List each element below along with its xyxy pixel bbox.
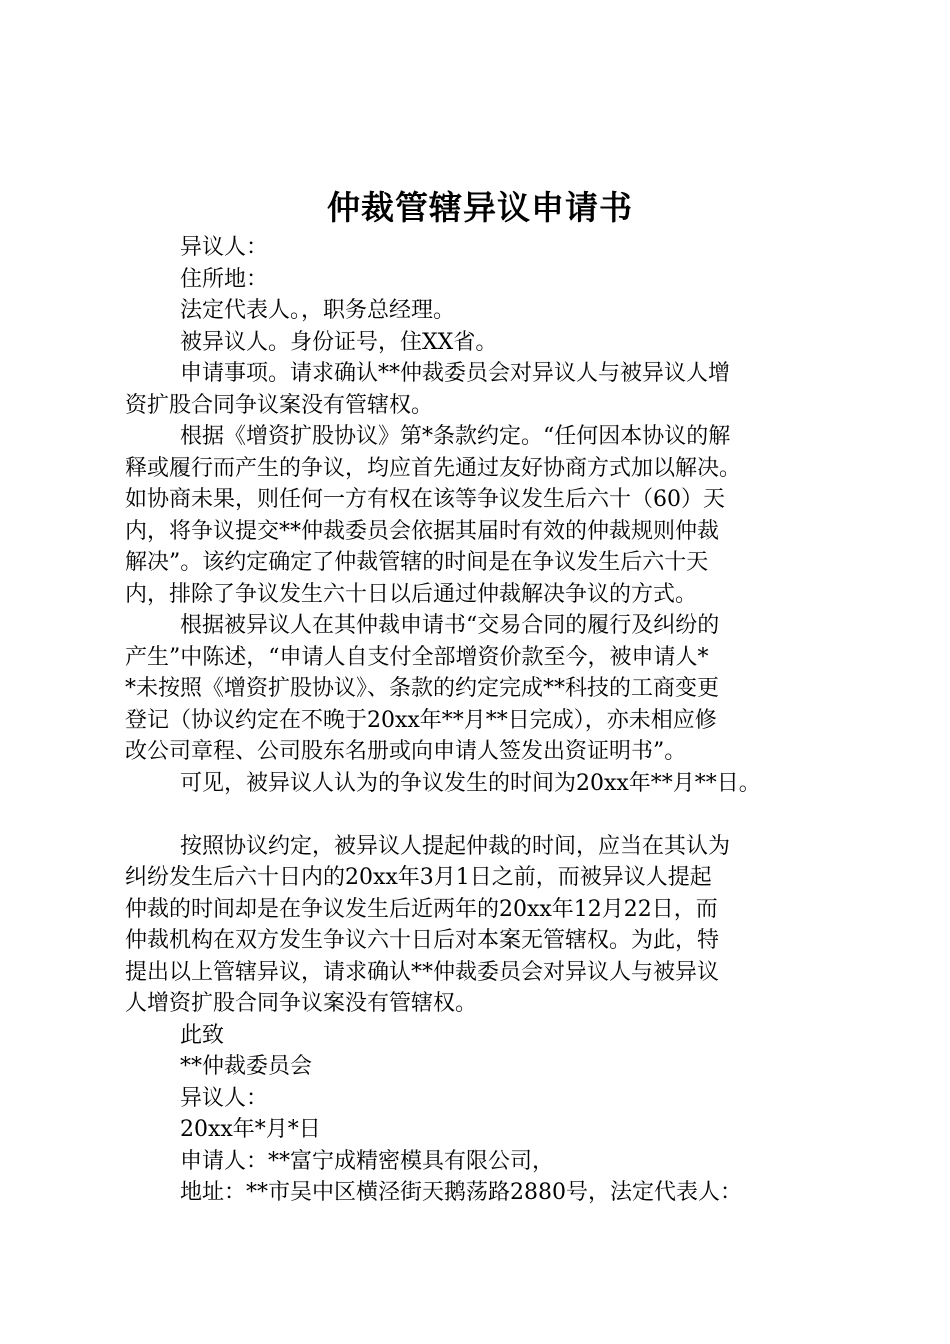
document-line: 登记（协议约定在不晚于20xx年**月**日完成），亦未相应修 <box>125 707 717 733</box>
document-line <box>125 799 835 831</box>
document-line: 产生”中陈述，“申请人自支付全部增资价款至今，被申请人* <box>125 644 709 670</box>
document-line: 法定代表人。，职务总经理。 <box>180 298 456 323</box>
document-line: 如协商未果，则任何一方有权在该等争议发生后六十（60）天 <box>125 487 725 512</box>
document-line: 人增资扩股合同争议案没有管辖权。 <box>125 991 478 1016</box>
document-line: 异议人： <box>180 235 269 260</box>
document-line: 此致 <box>180 1022 225 1048</box>
document-line: 20xx年*月*日 <box>180 1117 321 1142</box>
document-line: 内，将争议提交**仲裁委员会依据其届时有效的仲裁规则仲裁 <box>125 518 720 544</box>
document-line: 根据《增资扩股协议》第*条款约定。“任何因本协议的解 <box>180 424 731 449</box>
document-line: 申请事项。请求确认**仲裁委员会对异议人与被异议人增 <box>180 361 731 386</box>
document-line: 异议人： <box>180 1085 269 1111</box>
document-page <box>125 184 835 1209</box>
document-title: 仲裁管辖异议申请书 <box>327 188 633 227</box>
document-line: 释或履行而产生的争议，均应首先通过友好协商方式加以解决。 <box>125 455 742 481</box>
document-line: 被异议人。身份证号，住XX省。 <box>180 329 498 355</box>
document-line: 资扩股合同争议案没有管辖权。 <box>125 392 434 418</box>
document-body <box>125 232 835 1209</box>
document-line: 纠纷发生后六十日内的20xx年3月1日之前，而被异议人提起 <box>125 865 712 890</box>
document-line: 申请人：**富宁成精密模具有限公司， <box>180 1148 555 1174</box>
document-line: 可见，被异议人认为的争议发生的时间为20xx年**月**日。 <box>180 770 761 796</box>
document-line: **仲裁委员会 <box>180 1054 313 1079</box>
document-line: 住所地： <box>180 266 269 292</box>
document-line: 仲裁机构在双方发生争议六十日后对本案无管辖权。为此，特 <box>125 928 720 953</box>
document-line: 按照协议约定，被异议人提起仲裁的时间，应当在其认为 <box>180 833 731 859</box>
document-line: 解决”。该约定确定了仲裁管辖的时间是在争议发生后六十天 <box>125 550 709 575</box>
document-line: 内，排除了争议发生六十日以后通过仲裁解决争议的方式。 <box>125 581 698 607</box>
document-line: 根据被异议人在其仲裁申请书“交易合同的履行及纠纷的 <box>180 613 720 638</box>
document-line: 地址：**市吴中区横泾街天鹅荡路2880号，法定代表人： <box>180 1180 742 1205</box>
document-line: *未按照《增资扩股协议》、条款的约定完成**科技的工商变更 <box>125 676 720 701</box>
document-line: 仲裁的时间却是在争议发生后近两年的20xx年12月22日，而 <box>125 896 718 922</box>
document-line: 提出以上管辖异议，请求确认**仲裁委员会对异议人与被异议 <box>125 959 720 985</box>
document-line: 改公司章程、公司股东名册或向申请人签发出资证明书”。 <box>125 739 687 764</box>
